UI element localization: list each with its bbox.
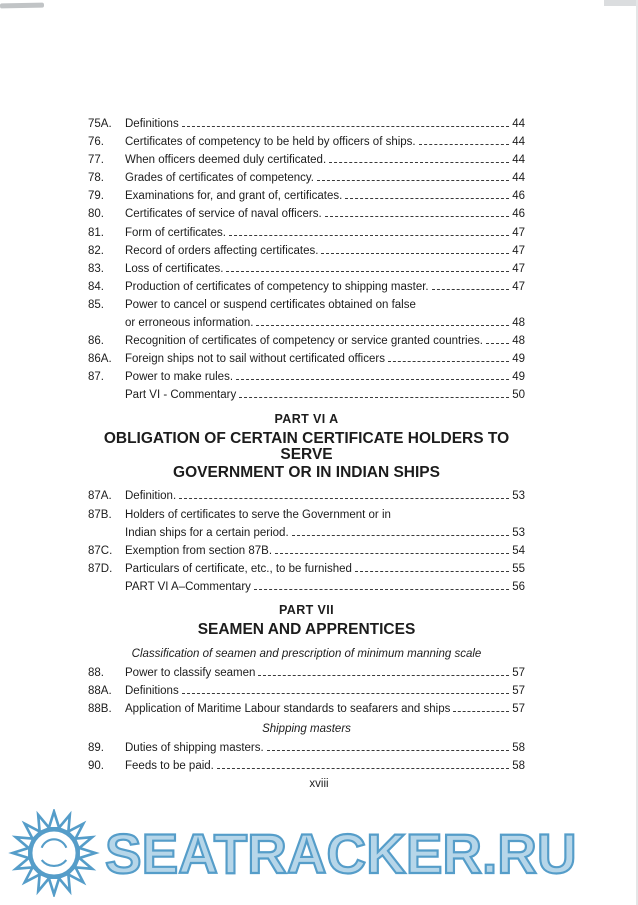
entry-number: 87B.	[88, 508, 112, 521]
entry-title: Foreign ships not to sail without certificated officers	[125, 353, 385, 366]
toc-entry-row	[88, 263, 525, 277]
entry-number: 83.	[88, 262, 104, 275]
entry-title: Power to classify seamen	[125, 666, 256, 679]
toc-entry-row	[88, 208, 525, 222]
dotted-leader	[453, 711, 509, 712]
entry-number: 86A.	[88, 353, 112, 366]
subsection-caption: Shipping masters	[262, 722, 351, 735]
entry-number: 88B.	[88, 703, 112, 716]
entry-page-number: 57	[512, 684, 525, 697]
entry-title: Definitions	[125, 684, 179, 697]
toc-entry-row	[88, 527, 525, 541]
entry-title: Power to make rules.	[125, 371, 234, 384]
dotted-leader	[419, 144, 510, 145]
entry-number: 87D.	[88, 562, 113, 575]
subsection-caption: Classification of seamen and prescription of minimum manning scale	[131, 647, 482, 660]
entry-number: 90.	[88, 759, 104, 772]
dotted-leader	[256, 325, 509, 326]
dotted-leader	[292, 535, 510, 536]
entry-page-number: 48	[512, 335, 525, 348]
toc-entry-row	[88, 227, 525, 241]
entry-page-number: 58	[512, 759, 525, 772]
entry-number: 79.	[88, 190, 104, 203]
section-title: SEAMEN AND APPRENTICES	[197, 621, 416, 639]
entry-title: Power to cancel or suspend certificates obtained on false	[125, 298, 416, 311]
entry-page-number: 44	[512, 172, 525, 185]
dotted-leader	[229, 235, 509, 236]
toc-entry-row	[88, 685, 525, 699]
dotted-leader	[254, 589, 509, 590]
entry-page-number: 47	[512, 226, 525, 239]
entry-title: Definition.	[125, 490, 177, 503]
toc-entry-row	[88, 353, 525, 367]
entry-title: Form of certificates.	[125, 226, 226, 239]
entry-page-number: 49	[512, 353, 525, 366]
toc-entry-row	[88, 667, 525, 681]
entry-title: Holders of certificates to serve the Government or in	[125, 508, 391, 521]
toc-entry-row	[88, 509, 525, 523]
entry-page-number: 58	[512, 741, 525, 754]
entry-title: Indian ships for a certain period.	[125, 526, 289, 539]
section-title: OBLIGATION OF CERTAIN CERTIFICATE HOLDERS TO SERVE	[103, 429, 510, 464]
entry-page-number: 49	[512, 371, 525, 384]
entry-page-number: 56	[512, 580, 525, 593]
entry-page-number: 50	[512, 389, 525, 402]
toc-entry-row	[88, 760, 525, 774]
entry-title: Record of orders affecting certificates.	[125, 244, 319, 257]
entry-title: or erroneous information.	[125, 317, 254, 330]
entry-page-number: 47	[512, 262, 525, 275]
dotted-leader	[226, 271, 509, 272]
entry-number: 80.	[88, 208, 104, 221]
dotted-leader	[432, 289, 510, 290]
scan-artifact-top-left	[0, 3, 44, 9]
entry-number: 88A.	[88, 684, 112, 697]
dotted-leader	[267, 750, 510, 751]
toc-entry-row	[88, 389, 525, 403]
entry-page-number: 44	[512, 154, 525, 167]
entry-page-number: 46	[512, 190, 525, 203]
toc-entry-row	[88, 299, 525, 313]
entry-page-number: 54	[512, 544, 525, 557]
entry-title: Loss of certificates.	[125, 262, 224, 275]
entry-page-number: 53	[512, 526, 525, 539]
sun-logo-icon	[6, 809, 102, 897]
toc-entry-row	[88, 545, 525, 559]
entry-number: 76.	[88, 136, 104, 149]
part-heading: PART VII	[278, 603, 335, 618]
entry-page-number: 44	[512, 136, 525, 149]
page-number: xviii	[309, 778, 329, 790]
entry-page-number: 47	[512, 244, 525, 257]
toc-entry-row	[88, 563, 525, 577]
entry-number: 81.	[88, 226, 104, 239]
toc-entry-row	[88, 245, 525, 259]
dotted-leader	[217, 768, 509, 769]
dotted-leader	[345, 198, 509, 199]
dotted-leader	[258, 675, 509, 676]
section-title: GOVERNMENT OR IN INDIAN SHIPS	[173, 463, 440, 481]
toc-entry-row	[88, 172, 525, 186]
toc-entry-row	[88, 581, 525, 595]
entry-title: When officers deemed duly certificated.	[125, 154, 327, 167]
toc-entry-row	[88, 703, 525, 717]
entry-title: Exemption from section 87B.	[125, 544, 273, 557]
entry-number: 77.	[88, 154, 104, 167]
entry-title: Grades of certificates of competency.	[125, 172, 314, 185]
entry-page-number: 57	[512, 703, 525, 716]
dotted-leader	[329, 162, 509, 163]
entry-title: Production of certificates of competency to shipping master.	[125, 280, 429, 293]
dotted-leader	[182, 693, 510, 694]
entry-number: 87A.	[88, 490, 112, 503]
entry-page-number: 46	[512, 208, 525, 221]
entry-page-number: 47	[512, 280, 525, 293]
toc-entry-row	[88, 371, 525, 385]
toc-entry-row	[88, 154, 525, 168]
entry-page-number: 55	[512, 562, 525, 575]
entry-title: Duties of shipping masters.	[125, 741, 264, 754]
entry-title: Application of Maritime Labour standards to seafarers and ships	[125, 703, 451, 716]
entry-number: 86.	[88, 335, 104, 348]
entry-page-number: 48	[512, 317, 525, 330]
toc-entry-row	[88, 281, 525, 295]
entry-number: 87.	[88, 371, 104, 384]
entry-number: 78.	[88, 172, 104, 185]
entry-title: Feeds to be paid.	[125, 759, 214, 772]
entry-page-number: 44	[512, 118, 525, 130]
watermark-text: SEATRACKER.RU	[105, 821, 577, 885]
toc-entry-row	[88, 335, 525, 349]
dotted-leader	[236, 379, 509, 380]
entry-number: 85.	[88, 298, 104, 311]
entry-title: Examinations for, and grant of, certificates.	[125, 190, 343, 203]
entry-title: PART VI A–Commentary	[125, 580, 251, 593]
dotted-leader	[179, 498, 509, 499]
entry-page-number: 57	[512, 666, 525, 679]
toc-entry-row	[88, 317, 525, 331]
dotted-leader	[355, 571, 509, 572]
entry-number: 88.	[88, 666, 104, 679]
part-heading: PART VI A	[274, 411, 339, 426]
toc-entry-row	[88, 190, 525, 204]
dotted-leader	[182, 126, 510, 127]
dotted-leader	[321, 253, 509, 254]
watermark	[6, 809, 636, 897]
dotted-leader	[388, 361, 509, 362]
entry-title: Definitions	[125, 118, 179, 130]
scan-artifact-top-right	[604, 0, 638, 6]
entry-number: 82.	[88, 244, 104, 257]
entry-title: Recognition of certificates of competency or service granted countries.	[125, 335, 483, 348]
entry-title: Certificates of service of naval officers.	[125, 208, 322, 221]
entry-title: Certificates of competency to be held by officers of ships.	[125, 136, 416, 149]
entry-page-number: 53	[512, 490, 525, 503]
entry-number: 87C.	[88, 544, 113, 557]
toc-entry-row	[88, 118, 525, 132]
entry-number: 84.	[88, 280, 104, 293]
entry-title: Particulars of certificate, etc., to be furnished	[125, 562, 352, 575]
dotted-leader	[317, 180, 509, 181]
entry-title: Part VI - Commentary	[125, 389, 237, 402]
dotted-leader	[239, 397, 509, 398]
toc-entry-row	[88, 136, 525, 150]
dotted-leader	[325, 216, 510, 217]
dotted-leader	[486, 343, 509, 344]
entry-number: 75A.	[88, 118, 112, 130]
dotted-leader	[275, 553, 509, 554]
toc-entry-row	[88, 742, 525, 756]
table-of-contents	[88, 118, 525, 778]
toc-entry-row	[88, 490, 525, 504]
entry-number: 89.	[88, 741, 104, 754]
